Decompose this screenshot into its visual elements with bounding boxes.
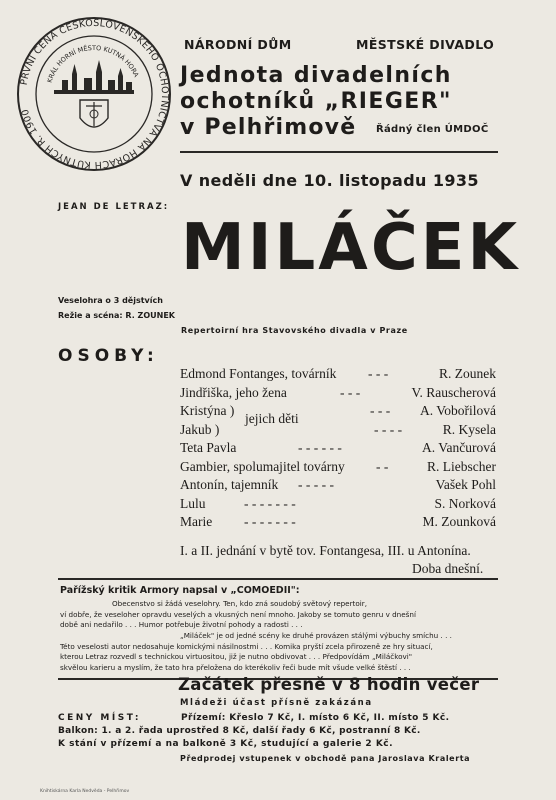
cast-row <box>180 514 496 533</box>
cast-dash: - - - - - <box>298 477 334 492</box>
cast-actor: A. Vobořilová <box>419 403 496 418</box>
cast-dash: - - - <box>368 366 389 381</box>
cast-row <box>180 403 496 422</box>
seal-inner-text: KRÁL HORNÍ MĚSTO KUTNÁ HORA <box>45 43 141 84</box>
town-skyline-icon <box>54 60 134 94</box>
prices-line-3: K stání v přízemí a na balkoně 3 Kč, studující a galerie 2 Kč. <box>58 739 394 749</box>
header-divider <box>180 151 498 153</box>
venue-right: MĚSTSKÉ DIVADLO <box>356 37 495 52</box>
org-line-2: ochotníků „RIEGER" <box>180 89 452 114</box>
prices-line-1: Přízemí: Křeslo 7 Kč, I. místo 6 Kč, II. místo 5 Kč. <box>181 713 450 723</box>
cast-row <box>180 366 496 385</box>
cast-actor: R. Zounek <box>439 366 496 381</box>
cast-actor: R. Liebscher <box>427 458 496 474</box>
cast-actor: S. Norková <box>434 495 496 511</box>
membership-note: Řádný člen ÚMDOČ <box>376 124 489 135</box>
cast-role: Jakub ) <box>180 421 220 437</box>
cast-dash: - - <box>376 458 389 474</box>
cast-dash: - - - <box>340 384 361 400</box>
venue-left: NÁRODNÍ DŮM <box>184 37 292 52</box>
critic-line: „Miláček" je od jedné scény ke druhé provázen stálými výbuchy smíchu . . . <box>180 631 452 640</box>
critic-line: kterou Letraz rozvedl s technickou virtuositou, již je nutno obdivovat . . . Předpovídám „Miláčkovi" <box>60 652 413 661</box>
cast-row <box>180 477 496 496</box>
critic-heading: Pařížský kritik Armory napsal v „COMOEDII": <box>60 585 300 596</box>
play-direction: Režie a scéna: R. ZOUNEK <box>58 311 175 320</box>
play-title: MILÁČEK <box>181 211 521 285</box>
cast-row <box>180 459 496 478</box>
setting-line-2: Doba dnešní. <box>412 561 484 576</box>
cast-role: Lulu <box>180 495 206 511</box>
cast-row <box>180 440 496 459</box>
cast-actor: V. Rauscherová <box>411 384 496 400</box>
printer-credit: Knihtiskárna Karla Nedvěda - Pelhřimov <box>40 789 130 794</box>
critic-line: skvělou karieru a myslím, že tato hra přeložena do kterékoliv řeči bude mít všude velké štěstí . . . <box>60 662 411 672</box>
svg-text:KRÁL HORNÍ MĚSTO KUTNÁ HORA <box>46 44 141 84</box>
coat-of-arms-icon <box>80 100 108 127</box>
cast-dash: - - - - - - <box>298 440 342 455</box>
critic-line: Obecenstvo si žádá veselohry. Ten, kdo zná soudobý světový repertoir, <box>112 599 368 608</box>
cast-dash: - - - <box>370 403 391 418</box>
presale-note: Předprodej vstupenek v obchodě pana Jaroslava Kralerta <box>180 754 471 763</box>
org-line-3: v Pelhřimově <box>180 115 357 140</box>
setting-line-1: I. a II. jednání v bytě tov. Fontangesa, III. u Antonína. <box>180 543 471 558</box>
start-time: Začátek přesně v 8 hodin večer <box>178 675 480 694</box>
cast-actor: M. Zounková <box>422 514 496 529</box>
cast-role: Edmond Fontanges, továrník <box>180 366 337 381</box>
cast-role: Gambier, spolumajitel továrny <box>180 458 345 474</box>
cast-row <box>180 385 496 404</box>
cast-dash: - - - - - - - <box>244 514 296 529</box>
performance-date: V neděli dne 10. listopadu 1935 <box>180 171 479 190</box>
org-line-1: Jednota divadelních <box>180 63 452 88</box>
cast-dash: - - - - - - - <box>244 495 296 511</box>
cast-role: Marie <box>180 514 213 529</box>
cast-role: Teta Pavla <box>180 440 237 455</box>
prices-line-2: Balkon: 1. a 2. řada uprostřed 8 Kč, další řady 6 Kč, postranní 8 Kč. <box>58 726 421 736</box>
cast-role: Antonín, tajemník <box>180 477 279 492</box>
critic-line: době ani nedařilo . . . Humor potřebuje životní pohody a radosti . . . <box>60 620 303 629</box>
club-seal-stamp <box>14 14 174 174</box>
cast-row <box>180 422 496 441</box>
cast-role: Jindřiška, jeho žena <box>180 384 287 400</box>
seal-outer-text: PRVNÍ CENA ČESKOSLOVENSKÉHO OCHOTNICTVA NA HORÁCH KUTNÝCH R. 1900 <box>18 17 171 171</box>
repertoire-note: Repertoirní hra Stavovského divadla v Praze <box>181 326 408 335</box>
cast-actor: Vašek Pohl <box>435 477 496 492</box>
cast-divider <box>58 578 498 580</box>
critic-line: ví dobře, že veseloher opravdu veselých a vkusných není mnoho. Jakoby se tomuto genru v dnešní <box>60 609 416 619</box>
youth-notice: Mládeži účast přísně zakázána <box>180 698 373 708</box>
critic-line: Této veselosti autor nedosahuje komickými násilnostmi . . . Komika pryští zcela přirozeně ze hry situací, <box>60 641 433 651</box>
play-author: JEAN DE LETRAZ: <box>58 202 170 212</box>
cast-role: Kristýna ) <box>180 403 235 418</box>
cast-dash: - - - - <box>374 421 403 437</box>
prices-label: CENY MÍST: <box>58 713 141 723</box>
cast-brace-label: jejich děti <box>245 411 299 426</box>
cast-actor: A. Vančurová <box>422 440 496 455</box>
cast-heading: OSOBY: <box>58 346 159 366</box>
cast-row <box>180 496 496 515</box>
play-genre: Veselohra o 3 dějstvích <box>58 296 163 305</box>
cast-actor: R. Kysela <box>442 421 496 437</box>
